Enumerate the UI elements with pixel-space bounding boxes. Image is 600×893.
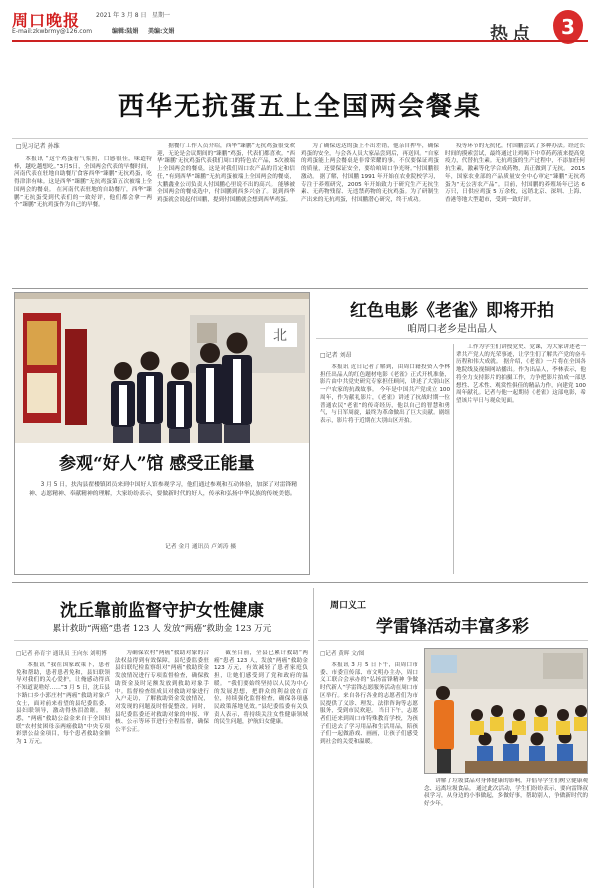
article4-byline: □记者 孙育宇 通讯员 王向东 刘明博 <box>16 651 107 657</box>
article5-headline: 学雷锋活动丰富多彩 <box>376 617 529 637</box>
article1-col1-text: 本报讯 “这个鸡蛋看气浆照，口感很佳，味道特棒，越吃越想吃。”3月5日，全国两会代表的早餐时间，河南代表在驻地自助餐厅食客西华“臻鹏”无抗鸡蛋，吃得津津有味。这是西华“臻鹏”无抗鸡蛋第五次被端上全国两会的餐桌。 在河南代表驻地的自助餐厅，西华“臻鹏”无抗蛋受到代表们的一致好评，他们都会拿一两个“臻鹏”无抗鸡蛋作为自己的早餐。 <box>14 156 152 209</box>
article1-column-1 <box>14 156 152 280</box>
article3-rule <box>316 338 588 339</box>
section-title: 热点 <box>490 24 534 45</box>
article5-col2-text: 讲解了垃圾食品对身体健康的影响，并倡导学生们树立健康观念、远离垃圾食品。 通过此次活动，学生们纷纷表示，要向雷锋叔叔学习，从身边的小事做起，多做好事，帮助别人，争做新时代的好少年。 <box>424 778 588 808</box>
article2-caption-text: 3 月 5 日，扶沟县翟楼镇团员来到中国好人馆参观学习，他们通过参观和互动体验，加深了对雷锋精神、志愿精神、奉献精神的理解，大家纷纷表示，要做新时代的好人，传承和弘扬中华民族的传统美德。 <box>29 482 297 497</box>
lei-feng-activity-photo <box>424 648 588 774</box>
masthead-rule <box>12 40 588 42</box>
article5-byline: □记者 黄晖 文/图 <box>320 651 365 657</box>
article4-rule <box>14 640 310 641</box>
article1-top-rule <box>12 138 588 139</box>
wall-sign-text: 北 <box>273 328 287 344</box>
article2-photo-credit: 记者 金月 通讯员 卢刘涛 摄 <box>165 544 237 550</box>
editor-credit: 编辑:陆娟 <box>112 28 139 35</box>
page-number: 3 <box>561 15 575 39</box>
middle-rule <box>12 582 588 583</box>
article3-subtitle: 咱周口老乡是出品人 <box>407 324 497 335</box>
article2-headline: 参观“好人”馆 感受正能量 <box>59 454 255 474</box>
article1-headline: 西华无抗蛋五上全国两会餐桌 <box>117 92 482 122</box>
bottom-section-divider <box>313 588 314 888</box>
article2-caption <box>29 481 297 531</box>
article4-column-1 <box>16 662 110 884</box>
article4-subtitle: 累计救助“两癌”患者 123 人 发放“两癌”救助金 123 万元 <box>52 624 272 634</box>
article3-col1-text: 本报讯 近日记者了解到，由周口籍投资人李林担任出品人的红色题材电影《老雀》正式开机准备，影片由中共党史研究专家担任顾问，讲述了大别山区一户农家的抗战故事。 今年是中国共产党成立 100 周年，作为献礼影片，《老雀》讲述了抗战时期一位普通农民“老雀”的传奇经历，他以自己的智慧和勇气，与日军周旋，最终为革命做出了巨大贡献。剧组表示，影片将于近期在大别山区开拍。 <box>320 364 450 424</box>
contact-email: E-mail:zkwbrmy@126.com <box>12 28 93 35</box>
article3-column-2 <box>456 344 586 574</box>
article1-bottom-rule <box>12 288 588 289</box>
photo-illustration <box>15 293 310 575</box>
article4-column-3 <box>214 650 308 884</box>
article1-byline: □见习记者 孙维 <box>16 143 60 150</box>
page-number-badge <box>553 10 583 44</box>
article4-col3-text: 截至目前，全县已累计救助“两癌”患者 123 人，发放“两癌”救助金 123 万元，有效减轻了患者家庭负担，让她们感受到了党和政府的温暖。 “我们要始终坚持以人民为中心的发展思想，把群众的利益放在首位，持续强化监督检查，确保各项惠民政策落地见效。”县纪委监委有关负责人表示，将持续关注女性健康领域的民生问题，护航妇女健康。 <box>214 650 308 726</box>
designer-credit: 美编:文娟 <box>148 28 175 35</box>
activity-photo-illustration <box>425 649 588 774</box>
article3-column-1 <box>320 364 450 574</box>
issue-date: 2021 年 3 月 8 日 <box>96 12 147 19</box>
article4-headline: 沈丘靠前监督守护女性健康 <box>60 601 264 621</box>
article4-col1-text: 本报讯 “我在国家政策下，患者免和帮助，患者患者免和，县妇联领导对我们的关心爱护，让俺感动得真不知道说啥好……”3 月 5 日，沈丘县卞路口乡小郭庄村“两癌”救助对象卢女士，面对前来看望的县纪委监委、县妇联领导，激动得热泪盈眶。 据悉，“两癌”救助公益金来自于全国妇联“农村贫困母亲两癌救助”中央专项彩票公益金项目，每个患者救助金额为 1 万元。 <box>16 662 110 746</box>
article5-column-2 <box>424 778 588 884</box>
article5-column-1 <box>320 662 418 884</box>
article3-col2-text: 工作为学生们讲授党史、党课，为大家讲述老一辈共产党人的光荣事迹，让学生们了解共产党的奋斗历程和伟大成就。 据介绍，《老雀》一片将在全国各地院线及视频网站播出。作为出品人，李林表示，他将全力支持影片的拍摄工作，力争把影片拍成一部思想性、艺术性、观赏性俱佳的精品力作，向建党 100 周年献礼。记者与他一起期待《老雀》这部电影，希望该片早日与观众见面。 <box>456 344 586 404</box>
issue-weekday: 星期一 <box>152 12 171 19</box>
article1-column-4 <box>445 143 585 283</box>
article5-kicker: 周口义工 <box>330 601 367 611</box>
article1-column-3 <box>301 143 439 283</box>
article3-headline: 红色电影《老雀》即将开拍 <box>350 301 554 321</box>
article5-col1-text: 本报讯 3 月 5 日下午，由周口市委、市委宣传部、市文明办主办，周口义工联合会承办的“弘扬雷锋精神 争做时代新人”学雷锋志愿服务活动在周口市区举行。来自各行各业的志愿者们为市民提供了义诊、理发、法律咨询等志愿服务，受到市民欢迎。 当日下午，志愿者们还来到周口市特殊教育学校，为孩子们送去了学习用品和生活用品，陪孩子们一起做游戏、画画，让孩子们感受到社会的关爱和温暖。 <box>320 662 418 746</box>
article4-column-2 <box>115 650 209 884</box>
article1-column-2 <box>157 143 295 283</box>
article3-column-divider <box>453 344 454 574</box>
article1-col3-text: 为了确保送达的蛋上不出差错，他亲自押车，确保鸡蛋的安全，与会各人员大家品尝到后，再送回。“自家的鸡蛋能上两会餐桌是非常荣耀的事。不仅要保证鸡蛋的质量，还要保证安全，要给咱周口争光呀。”付国鹏很激动。 据了解，付国鹏 1991 年开始在农业院校学习，专注于养殖研究，2005 年开始致力于研究生产无抗生素、无药物残留、无违禁药物的无抗鸡蛋。为了研制生产出来的无抗鸡蛋，付国鹏潜心研究，终于成功。 <box>301 143 439 203</box>
article3-byline: □记者 刘昂 <box>320 352 352 359</box>
article1-col2-text: 据餐厅工作人员介绍，西华“臻鹏”无抗鸡蛋很受欢迎，无论是会议期间的“臻鹏”鸡蛋，代表们都喜欢。“西华‘臻鹏’无抗鸡蛋代表我们周口的特色农产品，5次被端上全国两会的餐桌，这是对我们周口农产品的肯定和信任，”有到西华“臻鹏”无抗鸡蛋被端上全国两会的餐桌，大鹏鑫业公司负责人付国鹏心里说不出的高兴。 能够被全国两会的餐桌选中，付国鹏到西多兴奋了。说到西华鸡蛋就会说起付国鹏，提到付国鹏就会想到西华鸡蛋。 <box>157 143 295 203</box>
newspaper-logo: 周口晚报 <box>12 11 81 30</box>
good-people-hall-photo <box>14 292 310 575</box>
article4-col2-text: 为确保农村“两癌”救助对象的合法权益得到有效保障，县纪委监委驻县妇联纪检监察组对“两癌”救助资金发放情况进行专项监督检查，确保救助资金及时足额发放到救助对象手中。监督检查组成员对救助对象进行入户走访，了解救助资金发放情况，对发现的问题及时督促整改。同时，县纪委监委还对救助对象的申报、审核、公示等环节进行全程监督，确保公平公正。 <box>115 650 209 734</box>
article1-col4-text: 疫等环节的无抗化，付国鹏尝试了多种办法。经过长时间的摸索尝试，最终通过让鸡喝下中草药药液来提高免疫力，代替抗生素。无抗鸡蛋的生产过程中，不添加任何抗生素，激素等化学合成药物，真正做到了无抗。 2015 年，国家农业部的产品质量安全中心审定“臻鹏”无抗鸡蛋为“无公害农产品”。目前，付国鹏的养殖场年已达 6 万只，日供应鸡蛋 5 万余枚，远销北京、深圳、上海、香港等地大型超市，受到一致好评。 <box>445 143 585 203</box>
article5-rule <box>318 640 588 641</box>
